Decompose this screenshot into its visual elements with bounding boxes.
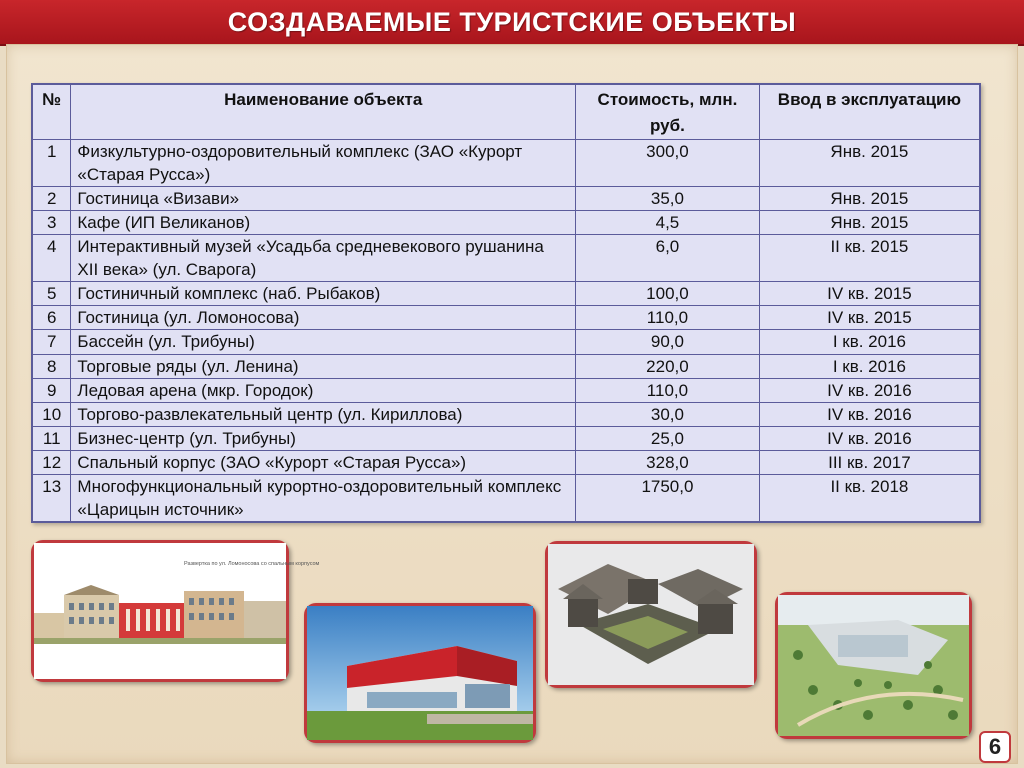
- cell-number: 8: [33, 354, 71, 378]
- objects-table: [31, 83, 981, 523]
- cell-name: Торговые ряды (ул. Ленина): [71, 354, 576, 378]
- cell-cost: 35,0: [576, 187, 760, 211]
- header-name: Наименование объекта: [71, 85, 576, 140]
- table-header-row: [33, 85, 980, 140]
- cell-number: 6: [33, 306, 71, 330]
- cell-cost: 220,0: [576, 354, 760, 378]
- cell-date: IV кв. 2016: [759, 378, 979, 402]
- table-row: [33, 330, 980, 354]
- cell-name: Гостиничный комплекс (наб. Рыбаков): [71, 282, 576, 306]
- cell-name: Спальный корпус (ЗАО «Курорт «Старая Русса»): [71, 450, 576, 474]
- cell-cost: 300,0: [576, 140, 760, 187]
- cell-date: IV кв. 2015: [759, 306, 979, 330]
- cell-name: Кафе (ИП Великанов): [71, 211, 576, 235]
- cell-number: 11: [33, 426, 71, 450]
- cell-number: 13: [33, 474, 71, 521]
- cell-name: Бассейн (ул. Трибуны): [71, 330, 576, 354]
- cell-cost: 25,0: [576, 426, 760, 450]
- cell-cost: 1750,0: [576, 474, 760, 521]
- cell-cost: 6,0: [576, 235, 760, 282]
- cell-cost: 110,0: [576, 306, 760, 330]
- header-cost: Стоимость, млн. руб.: [576, 85, 760, 140]
- cell-date: Янв. 2015: [759, 187, 979, 211]
- cell-name: Физкультурно-оздоровительный комплекс (ЗАО «Курорт «Старая Русса»): [71, 140, 576, 187]
- cell-number: 3: [33, 211, 71, 235]
- cell-name: Гостиница (ул. Ломоносова): [71, 306, 576, 330]
- cell-date: IV кв. 2015: [759, 282, 979, 306]
- table-row: [33, 426, 980, 450]
- table-row: [33, 211, 980, 235]
- museum-estate-image: [545, 541, 757, 688]
- table-row: [33, 282, 980, 306]
- cell-date: II кв. 2018: [759, 474, 979, 521]
- cell-cost: 30,0: [576, 402, 760, 426]
- cell-cost: 100,0: [576, 282, 760, 306]
- table-row: [33, 306, 980, 330]
- facade-elevation-image: [31, 540, 320, 682]
- cell-number: 7: [33, 330, 71, 354]
- header-date: Ввод в эксплуатацию: [759, 85, 979, 140]
- cell-number: 2: [33, 187, 71, 211]
- table-row: [33, 450, 980, 474]
- cell-number: 9: [33, 378, 71, 402]
- cell-name: Интерактивный музей «Усадьба средневекового рушанина XII века» (ул. Сварога): [71, 235, 576, 282]
- photo-caption: Развертка по ул. Ломоносова со спальным корпусом: [184, 561, 320, 567]
- resort-complex-image: [775, 592, 972, 739]
- cell-number: 12: [33, 450, 71, 474]
- cell-date: Янв. 2015: [759, 211, 979, 235]
- cell-name: Гостиница «Визави»: [71, 187, 576, 211]
- cell-cost: 90,0: [576, 330, 760, 354]
- header-number: №: [33, 85, 71, 140]
- table-row: [33, 140, 980, 187]
- cell-date: III кв. 2017: [759, 450, 979, 474]
- table-row: [33, 378, 980, 402]
- cell-name: Бизнес-центр (ул. Трибуны): [71, 426, 576, 450]
- cell-date: I кв. 2016: [759, 330, 979, 354]
- cell-number: 5: [33, 282, 71, 306]
- table-row: [33, 354, 980, 378]
- table-row: [33, 235, 980, 282]
- table-row: [33, 474, 980, 521]
- cell-number: 10: [33, 402, 71, 426]
- title-bar: [0, 0, 1024, 46]
- cell-name: Ледовая арена (мкр. Городок): [71, 378, 576, 402]
- cell-date: IV кв. 2016: [759, 426, 979, 450]
- page-number: 6: [979, 731, 1011, 763]
- cell-cost: 110,0: [576, 378, 760, 402]
- cell-name: Многофункциональный курортно-оздоровительный комплекс «Царицын источник»: [71, 474, 576, 521]
- page-title: СОЗДАВАЕМЫЕ ТУРИСТСКИЕ ОБЪЕКТЫ: [227, 6, 797, 37]
- cell-cost: 328,0: [576, 450, 760, 474]
- cell-date: IV кв. 2016: [759, 402, 979, 426]
- table-row: [33, 402, 980, 426]
- table-row: [33, 187, 980, 211]
- cell-name: Торгово-развлекательный центр (ул. Кириллова): [71, 402, 576, 426]
- cell-date: I кв. 2016: [759, 354, 979, 378]
- cell-date: II кв. 2015: [759, 235, 979, 282]
- cell-number: 1: [33, 140, 71, 187]
- cell-date: Янв. 2015: [759, 140, 979, 187]
- cell-cost: 4,5: [576, 211, 760, 235]
- sports-complex-image: [304, 603, 536, 743]
- cell-number: 4: [33, 235, 71, 282]
